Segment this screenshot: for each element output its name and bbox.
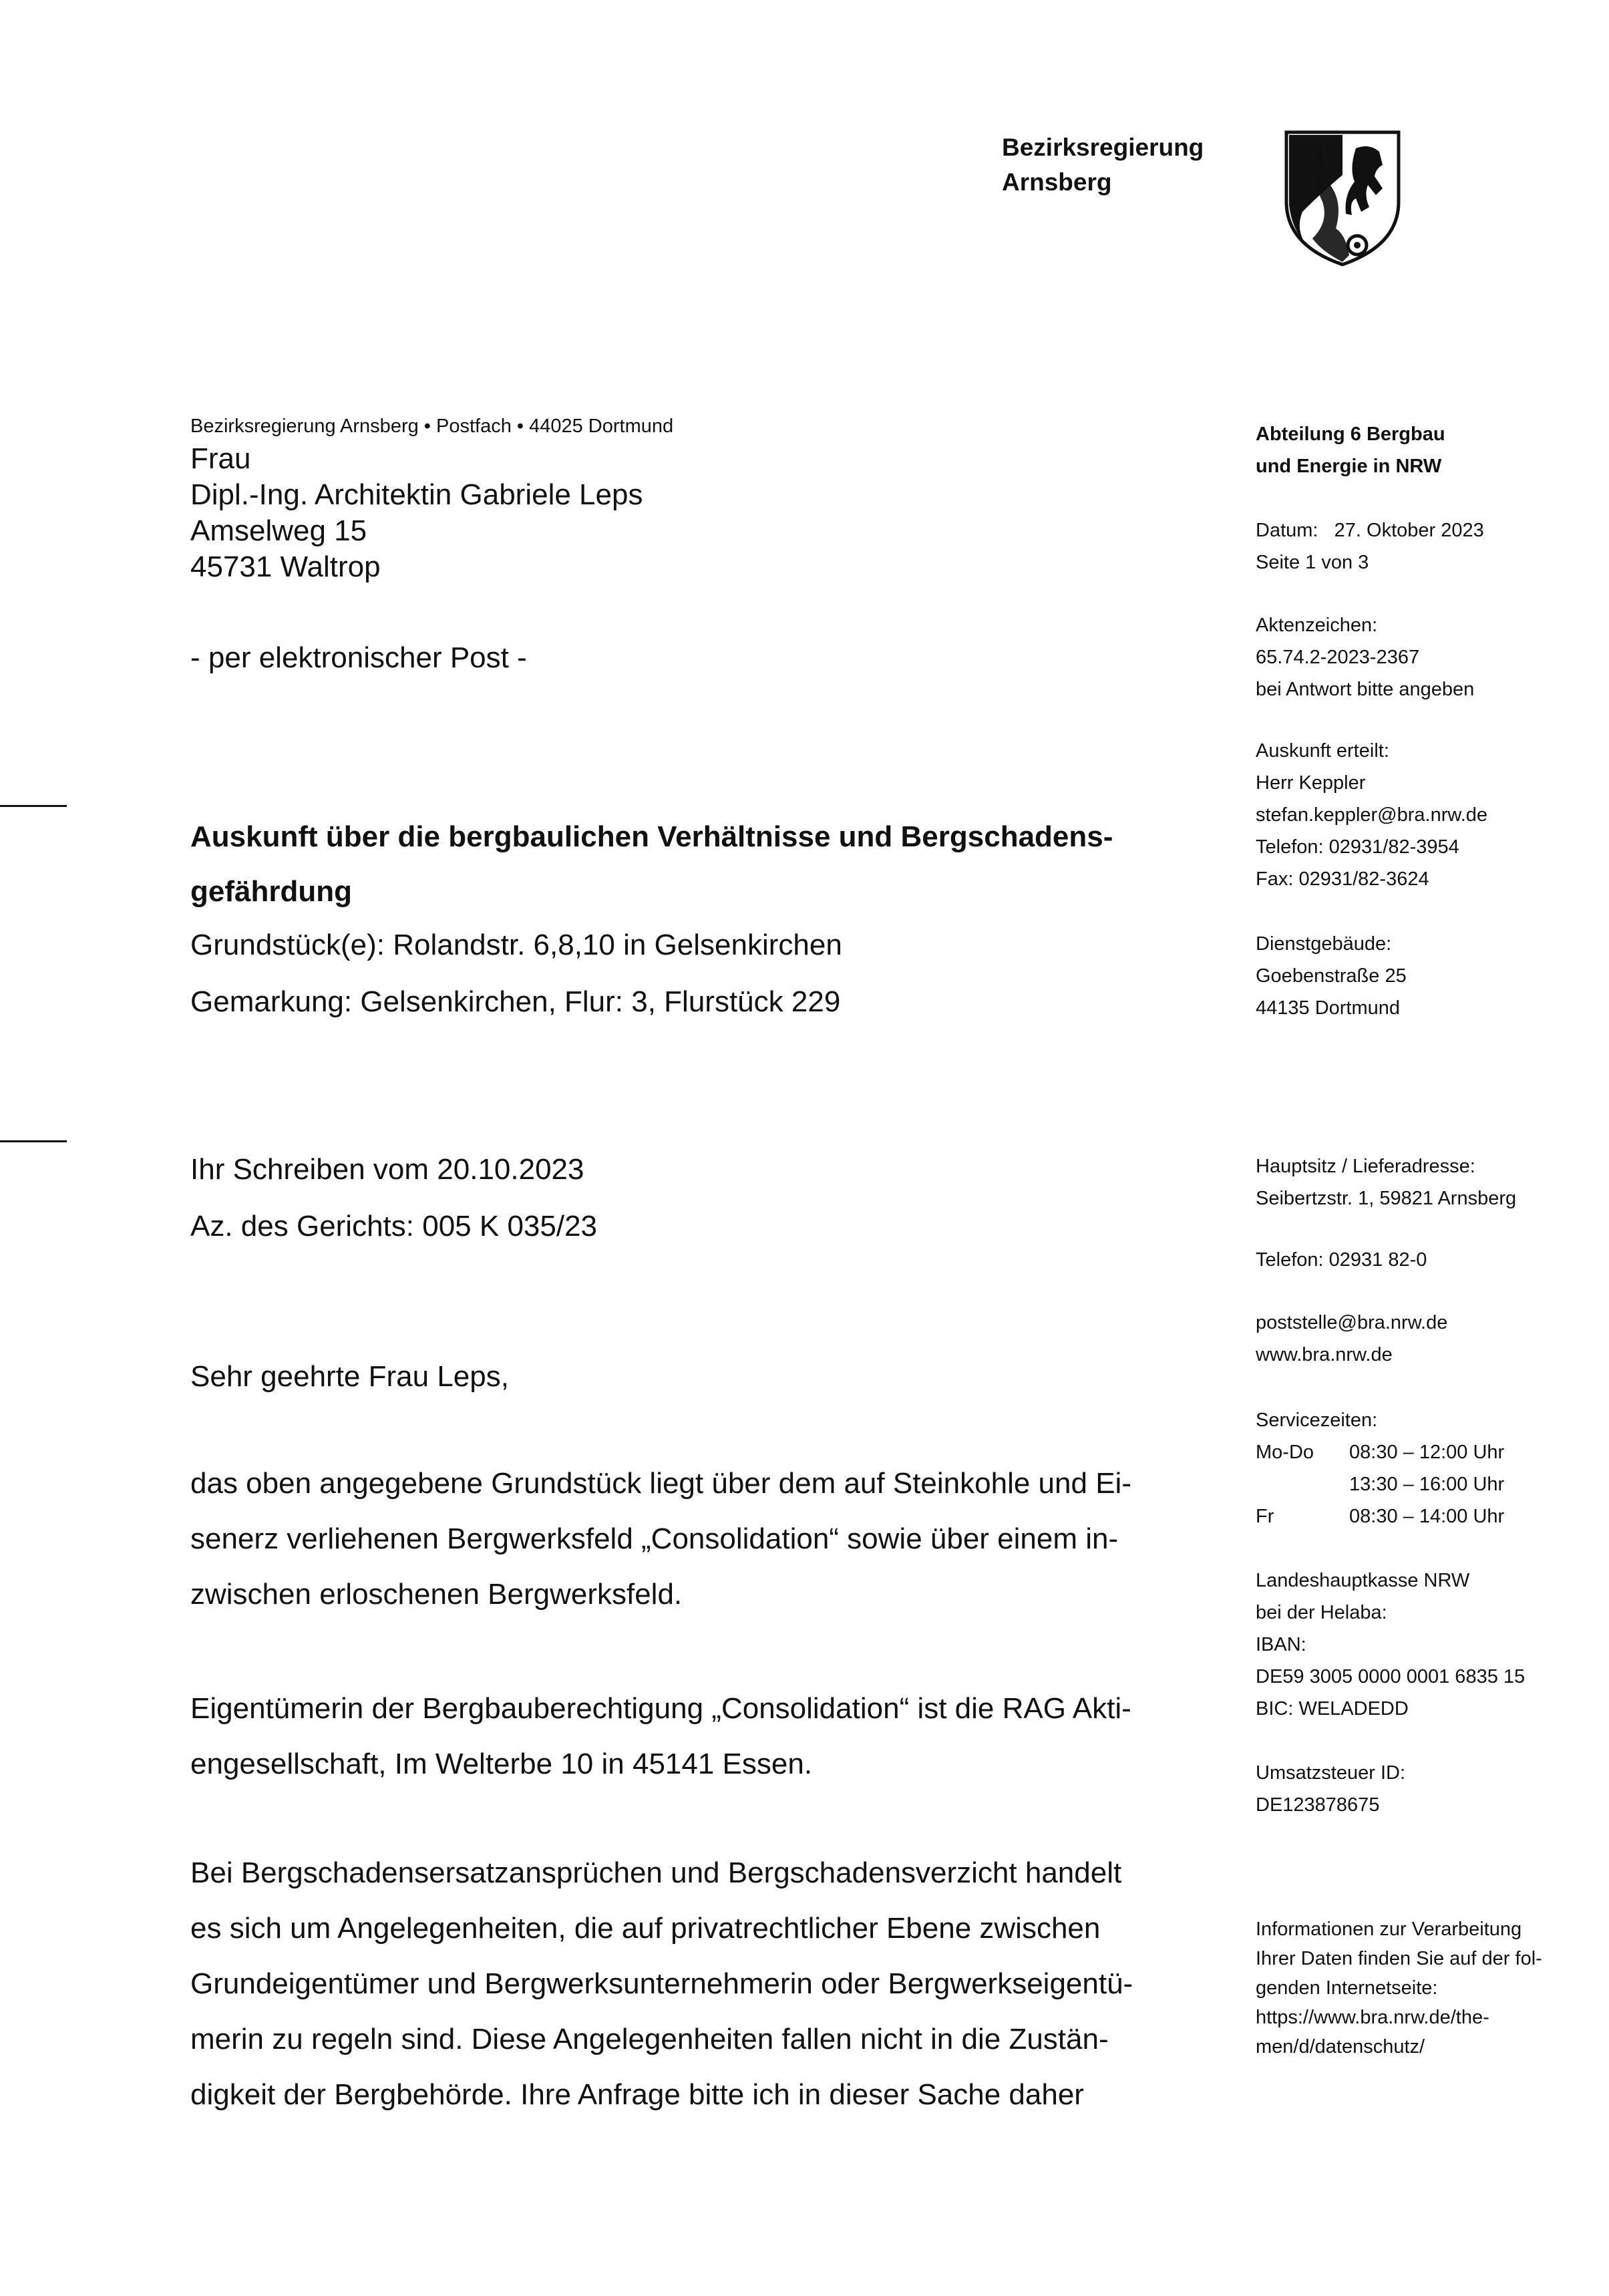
sidebar-office: Dienstgebäude: Goebenstraße 25 44135 Dortmund [1256,933,1407,1019]
body-line: zwischen erloschenen Bergwerksfeld. [190,1578,683,1611]
fold-mark-top [0,805,67,807]
sidebar-date: Datum: 27. Oktober 2023 Seite 1 von 3 [1256,514,1484,579]
website: www.bra.nrw.de [1256,1344,1393,1365]
sidebar-bank: Landeshauptkasse NRW bei der Helaba: IBAN: DE59 3005 0000 0001 6835 15 BIC: WELADEDD [1256,1565,1525,1725]
sidebar-privacy: Informationen zur Verarbeitung Ihrer Daten finden Sie auf der fol- genden Internetseite: https://www.bra.nrw.de/the- men/d/datenschutz/ [1256,1919,1542,2058]
body-line: digkeit der Bergbehörde. Ihre Anfrage bitte ich in dieser Sache daher [190,2078,1084,2111]
recipient-city: 45731 Waltrop [190,550,381,583]
body-line: Grundeigentümer und Bergwerksunternehmerin oder Bergwerkseigentü- [190,1967,1133,2000]
sidebar-service-hours: Servicezeiten: Mo-Do 08:30 – 12:00 Uhr 13:30 – 16:00 Uhr Fr 08:30 – 14:00 Uhr [1256,1404,1504,1532]
contact-email: stefan.keppler@bra.nrw.de [1256,804,1488,826]
sidebar-phone: Telefon: 02931 82-0 [1256,1249,1427,1271]
recipient-salutation: Frau [190,442,251,475]
body-line: Bei Bergschadensersatzansprüchen und Bergschadensverzicht handelt [190,1856,1122,1889]
service-row: Fr 08:30 – 14:00 Uhr [1256,1506,1505,1527]
service-row: Mo-Do 08:30 – 12:00 Uhr [1256,1442,1505,1463]
body-line: es sich um Angelegenheiten, die auf privatrechtlicher Ebene zwischen [190,1912,1101,1945]
page-number: Seite 1 von 3 [1256,552,1369,573]
office-email: poststelle@bra.nrw.de [1256,1312,1448,1333]
sidebar-department: Abteilung 6 Bergbau und Energie in NRW [1256,424,1445,477]
letter-date: 27. Oktober 2023 [1334,520,1484,541]
sidebar-contact: Auskunft erteilt: Herr Keppler stefan.keppler@bra.nrw.de Telefon: 02931/82-3954 Fax: 02931/82-3624 [1256,740,1488,890]
recipient-street: Amselweg 15 [190,514,367,547]
body-line: das oben angegebene Grundstück liegt über dem auf Steinkohle und Ei- [190,1467,1131,1500]
body-line: Eigentümerin der Bergbauberechtigung „Consolidation“ ist die RAG Akti- [190,1692,1131,1725]
sender-return-line: Bezirksregierung Arnsberg • Postfach • 44025 Dortmund [190,416,674,437]
letter-subject: Auskunft über die bergbaulichen Verhältnisse und Bergschadens- gefährdung [190,820,1113,908]
reference-lines: Ihr Schreiben vom 20.10.2023 Az. des Gerichts: 005 K 035/23 [190,1153,598,1243]
sidebar-file-reference: Aktenzeichen: 65.74.2-2023-2367 bei Antwort bitte angeben [1256,615,1475,700]
property-details: Grundstück(e): Rolandstr. 6,8,10 in Gelsenkirchen Gemarkung: Gelsenkirchen, Flur: 3, Flurstück 229 [190,929,842,1018]
delivery-note: - per elektronischer Post - [190,641,527,674]
salutation: Sehr geehrte Frau Leps, [190,1360,509,1393]
sidebar-vat: Umsatzsteuer ID: DE123878675 [1256,1762,1405,1816]
iban: DE59 3005 0000 0001 6835 15 [1256,1666,1526,1687]
fold-mark-bottom [0,1140,67,1142]
body-line: senerz verliehenen Bergwerksfeld „Consolidation“ sowie über einem in- [190,1522,1119,1555]
service-row: 13:30 – 16:00 Uhr [1349,1474,1505,1495]
body-line: merin zu regeln sind. Diese Angelegenheiten fallen nicht in die Zustän- [190,2023,1109,2056]
nrw-coat-of-arms-icon [1282,128,1403,269]
sidebar-web [1256,1307,1447,1371]
sidebar-headquarters: Hauptsitz / Lieferadresse: Seibertzstr. 1, 59821 Arnsberg [1256,1156,1517,1209]
recipient-name: Dipl.-Ing. Architektin Gabriele Leps [190,478,643,511]
body-line: engesellschaft, Im Welterbe 10 in 45141 Essen. [190,1748,813,1780]
privacy-link[interactable]: https://www.bra.nrw.de/the- [1256,2007,1489,2028]
recipient-address [190,441,643,585]
bic: BIC: WELADEDD [1256,1698,1409,1719]
authority-name: Bezirksregierung Arnsberg [1002,134,1204,196]
